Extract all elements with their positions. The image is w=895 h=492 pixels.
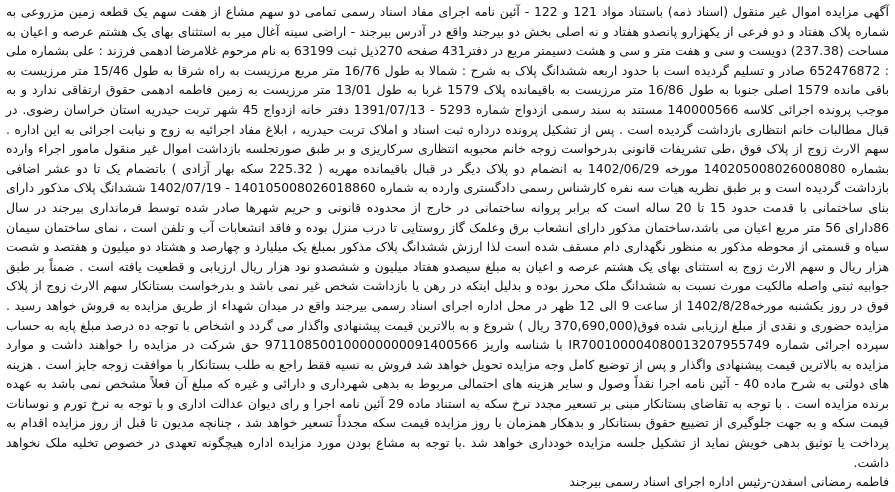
notice-body: آگهی مزایده اموال غیر منقول (اسناد ذمه) باستناد مواد 121 و 122 - آئین نامه اجرای مفاد اسناد رسمی تمامی دو سهم مشاع از هفت سهم یک قطعه زمین مزروعی به شماره پلاک هفتاد و دو فرعی از یکهزارو پانصدو هفتاد و نه اصلی بخش دو بیرجند واقع در آدرس بیرجند - اراضی سینه آغال میر به استثنای بهای یک هشتم عرصه و اعیان به مساحت (237.38) دویست و سی و هفت متر و سی و هشت دسیمتر مربع در دفتر431 صفحه 270ذیل ثبت 63199 به نام مرحوم غلامرضا ادهمی فرزند : علی بشماره ملی : 652476872 صادر و تسلیم گردیده است با حدود اربعه ششدانگ پلاک به شرح : شمالا به طول 16/76 متر مربع مرزیست به راه شرقا به طول 15/46 متر مرزیست به باقی مانده 1579 اصلی جنوبا به طول 16/86 متر مرزیست به باقیمانده پلاک 1579 غربا به طول 13/01 متر مرزیست به زمین فاطمه ادهمی حقوق ارتفاقی ندارد و به موجب پرونده اجرائی کلاسه 140000566 مستند به سند رسمی ازدواج شماره 5293 - 1391/07/13 دفتر خانه ازدواج 45 شهر تربت حیدریه استان خراسان رضوی. در قبال مطالبات خانم انتظاری بازداشت گردیده است . پس از تشکیل پرونده درداره ثبت اسناد و املاک تربت حیدریه ، ابلاغ مفاد اجرائیه به زوج و نیابت اجرائی به این اداره . سهم الارث زوج از پلاک فوق ،طی تشریفات قانونی بدرخواست زوجه خانم محبوبه انتظاری سرکاریزی و بر طبق صورتجلسه بازداشت اموال غیر منقول مامور اجراء وارده بشماره 140205008026008080 مورخه 1402/06/29 به انضمام دو پلاک دیگر در قبال باقیمانده مهریه ( 225.32 سکه بهار آزادی ) باتضمام یک تا دو عشر اضافی بازداشت گردیده است و بر طبق نظریه هیات سه نفره کارشناس رسمی دادگستری وارده به شماره 140105008026018860 - 1402/07/19 ششدانگ پلاک مذکور دارای بنای ساختمانی با قدمت حدود 15 تا 20 ساله است که برابر پروانه ساختمانی در خارج از محدوده قانونی و حریم شهرها صادر شده توسط فرمانداری بیرجند در سال 86دارای 56 متر مربع اعیان می باشد،ساختمان مذکور دارای انشعاب برق وعلمک گاز روستایی تا درب منزل بوده و فاقد انشعابات آب و تلفن است ، نمای ساختمان سیمان سیاه و قسمتی از محوطه مذکور به منظور نگهداری دام مسقف شده است لذا ارزش ششدانگ پلاک مذکور بمبلغ یک میلیارد و چهارصد و هشتاد دو میلیون و هفتصد و شصت هزار ریال و سهم الارث زوج به استثنای بهای یک هشتم عرصه و اعیان به مبلغ سیصدو هفتاد میلیون و ششصدو نود هزار ریال ارزیابی و قطعیت یافته است . ضمناً بر طبق جوابیه ثبتی واصله مالکیت مورث نسبت به ششدانگ ملک محرز بوده و بدلیل اینکه در رهن یا بازداشت شخص غیر نمی باشد و بدرخواست بستانکار سهم الارث زوج از پلاک فوق در روز یکشنبه مورخه1402/8/28 از ساعت 9 الی 12 ظهر در محل اداره اجرای اسناد رسمی بیرجند واقع در میدان شهداء از طریق مزایده به فروش خواهد رسید . مزایده حضوری و نقدی از مبلغ ارزیابی شده فوق(370,690,000 ریال ) شروع و به بالاترین قیمت پیشنهادی واگذار می گردد و اشخاص با توجه ده درصد مبلغ پایه به حساب سپرده اجرائی شماره IR700100004080013207955749 با شناسه واریز 971108500100000000091400566 حق شرکت در مزایده را خواهند داشت و موارد مزایده به بالاترین قیمت پیشنهادی واگذار و پس از توضیع کامل وجه مزایده تحویل خواهد شد فروش به نسیه فقط راجع به طلب بستانکار با موافقت زوجه جایز است . هزینه های دولتی به شرح ماده 40 - آئین نامه اجرا نقداً وصول و سایر هزینه های احتمالی مربوط به بدهی شهرداری و دارائی و غیره که مبلغ آن فعلاً مشخص نمی باشد به عهده برنده مزایده است . با توجه به تقاضای بستانکار مبنی بر تسعیر مجدد نرخ سکه به استناد ماده 29 آئین نامه اجرا و رای دیوان عدالت اداری و با توجه به نرخ تورم و نوسانات قیمت سکه و به جهت جلوگیری از تضییع حقوق بستانکار و بدهکار همزمان با روز مزایده قیمت سکه مجدداً تسعیر خواهد شد ، چنانچه مدیون تا قبل از روز مزایده اقدام به پرداخت یا توثیق بدهی خویش نماید از تشکیل جلسه مزایده خودداری خواهد شد .با توجه به مشاع بودن مورد مزایده اداره هیچگونه تعهدی در خصوص تخلیه ملک نخواهد داشت. (6, 4, 890, 470)
notice-signature: فاطمه رمضانی اسفدن-رئیس اداره اجرای اسناد رسمی بیرجند (569, 474, 889, 490)
